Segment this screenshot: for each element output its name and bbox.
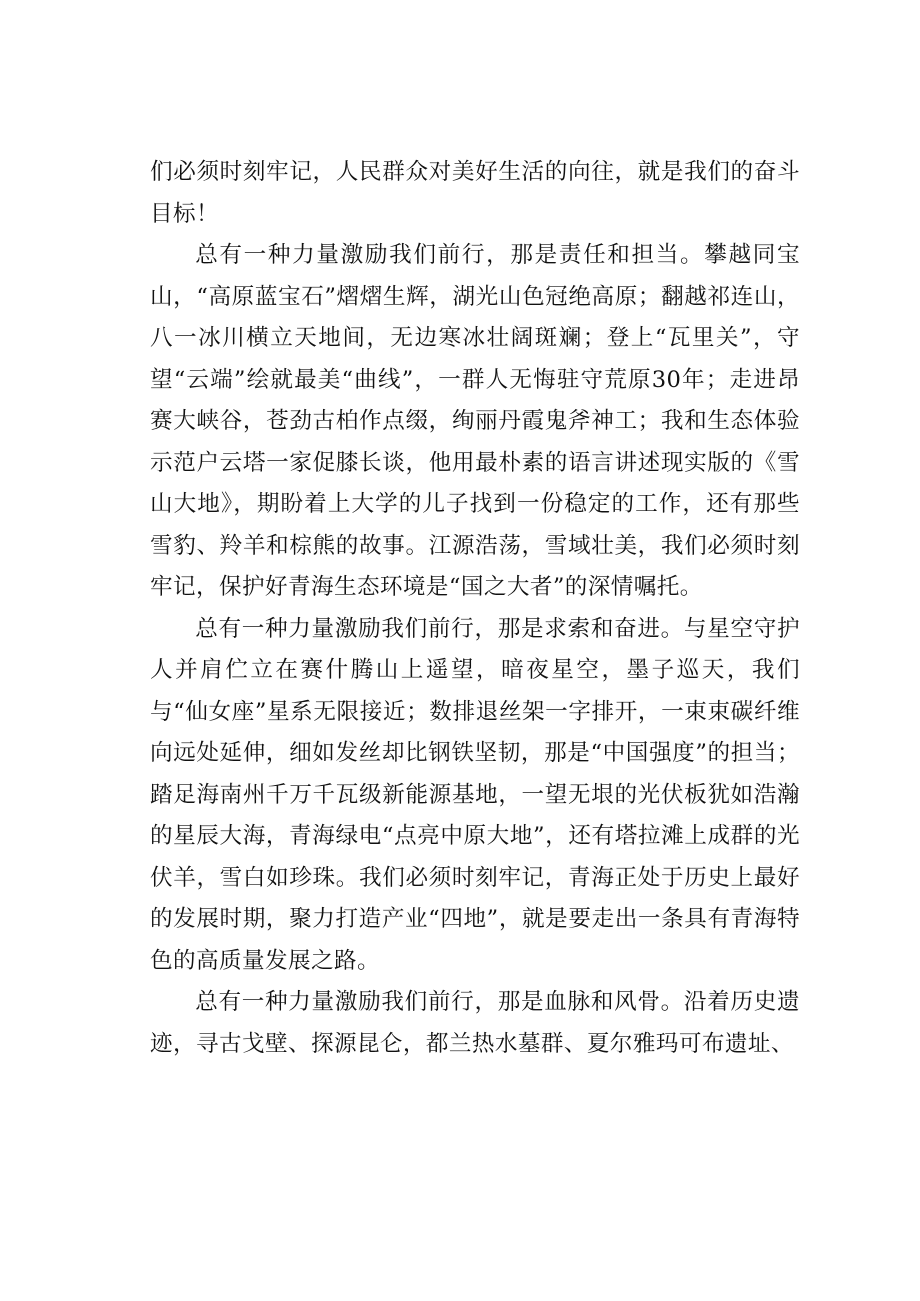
paragraph-heritage: 总有一种力量激励我们前行，那是血脉和风骨。沿着历史遗迹，寻古戈壁、探源昆仑，都兰热水墓群、夏尔雅玛可布遗址、 [150,989,800,1057]
paragraph-exploration: 总有一种力量激励我们前行，那是求索和奋进。与星空守护人并肩伫立在赛什腾山上遥望，暗夜星空，墨子巡天，我们与“仙女座”星系无限接近；数排退丝架一字排开，一束束碳纤维向远处延伸，细如发丝却比钢铁坚韧，那是“中国强度”的担当；踏足海南州千万千瓦级新能源基地，一望无垠的光伏板犹如浩瀚的星辰大海，青海绿电“点亮中原大地”，还有塔拉滩上成群的光伏羊，雪白如珍珠。我们必须时刻牢记，青海正处于历史上最好的发展时期，聚力打造产业“四地”，就是要走出一条具有青海特色的高质量发展之路。 [150,615,800,974]
paragraph-responsibility: 总有一种力量激励我们前行，那是责任和担当。攀越同宝山，“高原蓝宝石”熠熠生辉，湖光山色冠绝高原；翻越祁连山，八一冰川横立天地间，无边寒冰壮阔斑斓；登上“瓦里关”，守望“云端”绘就最美“曲线”，一群人无悔驻守荒原30年；走进昂赛大峡谷，苍劲古柏作点缀，绚丽丹霞鬼斧神工；我和生态体验示范户云塔一家促膝长谈，他用最朴素的语言讲述现实版的《雪山大地》，期盼着上大学的儿子找到一份稳定的工作，还有那些雪豹、羚羊和棕熊的故事。江源浩荡，雪域壮美，我们必须时刻牢记，保护好青海生态环境是“国之大者”的深情嘱托。 [150,242,800,600]
document-body [150,152,800,1065]
paragraph-continued: 们必须时刻牢记，人民群众对美好生活的向往，就是我们的奋斗目标！ [150,159,800,227]
